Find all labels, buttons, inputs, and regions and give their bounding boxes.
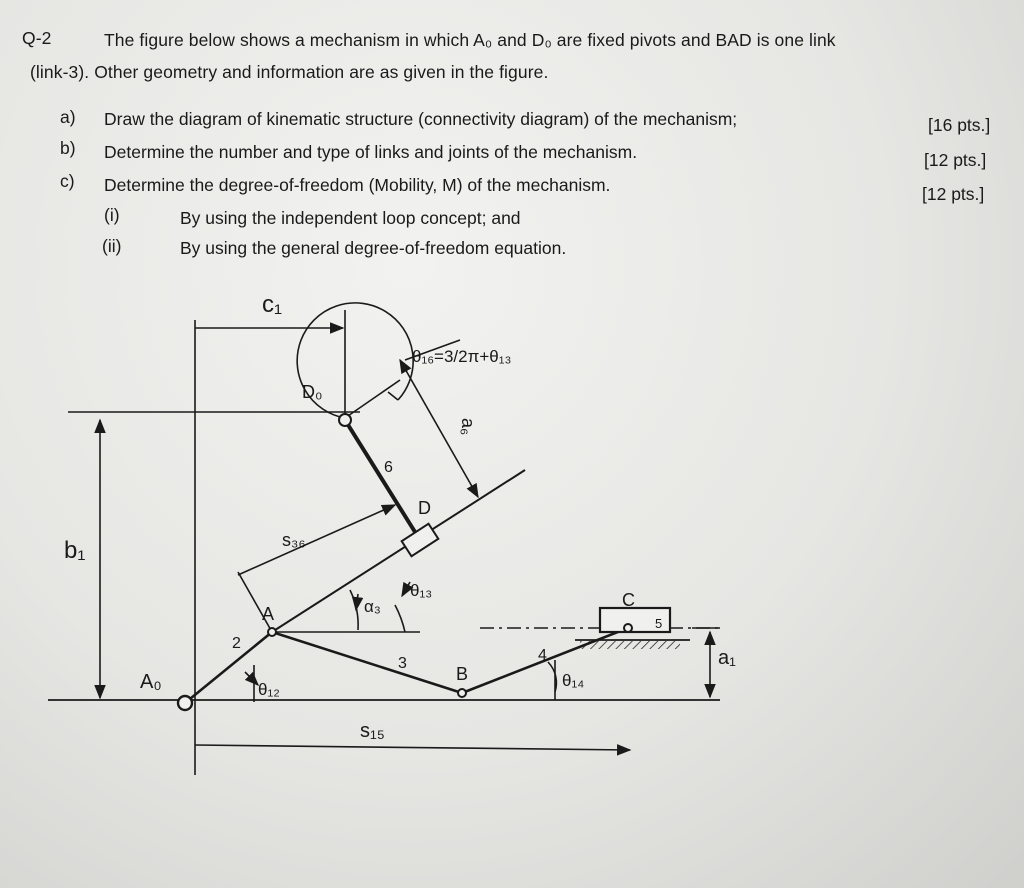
theta12-label: θ₁₂ — [258, 680, 280, 699]
alpha3-label: α₃ — [364, 597, 381, 616]
link-3-slide-line — [272, 470, 525, 632]
subpart-i-label: (i) — [104, 205, 120, 225]
link-5-label: 5 — [655, 616, 663, 631]
theta16-arc-tick — [388, 392, 398, 400]
part-b-points: [12 pts.] — [924, 150, 987, 170]
theta13-arc — [395, 605, 405, 632]
subpart-ii-text: By using the general degree-of-freedom equation. — [180, 238, 567, 258]
question-intro-line1: The figure below shows a mechanism in which A₀ and D₀ are fixed pivots and BAD is one link — [104, 30, 836, 50]
part-c-points: [12 pts.] — [922, 184, 985, 204]
part-c-text: Determine the degree-of-freedom (Mobility, M) of the mechanism. — [104, 175, 611, 195]
theta13-label: θ₁₃ — [410, 581, 433, 600]
part-b-label: b) — [60, 138, 76, 158]
theta16-reference — [345, 380, 400, 418]
question-number: Q-2 — [22, 28, 52, 48]
theta16-label: θ₁₆=3/2π+θ₁₃ — [412, 347, 512, 366]
part-a-label: a) — [60, 107, 76, 127]
joint-c — [624, 624, 632, 632]
c1-label: c₁ — [262, 291, 283, 318]
joint-b-label: B — [456, 664, 469, 684]
part-a-text: Draw the diagram of kinematic structure (connectivity diagram) of the mechanism; — [104, 109, 738, 129]
s36-dimension — [238, 505, 395, 575]
alpha3-arrow — [356, 594, 358, 610]
joint-b — [458, 689, 466, 697]
a0-label: A₀ — [140, 671, 162, 693]
d0-label: D₀ — [302, 382, 323, 402]
joint-d-label: D — [418, 498, 431, 518]
link-3-label: 3 — [398, 655, 407, 672]
theta14-label: θ₁₄ — [562, 671, 585, 690]
question-intro-line2: (link-3). Other geometry and information are as given in the figure. — [30, 62, 549, 82]
pivot-d0 — [339, 414, 351, 426]
subpart-i-text: By using the independent loop concept; and — [180, 208, 521, 228]
s36-label: s₃₆ — [282, 530, 306, 550]
pivot-a0 — [178, 696, 192, 710]
s15-dimension — [195, 745, 630, 750]
link-2-label: 2 — [232, 635, 241, 652]
joint-c-label: C — [622, 590, 635, 610]
subpart-ii-label: (ii) — [102, 236, 122, 256]
s15-label: s₁₅ — [360, 720, 385, 742]
a1-label: a₁ — [718, 647, 736, 669]
slider-d — [402, 524, 439, 557]
part-c-label: c) — [60, 171, 75, 191]
a6-label: a₆ — [458, 418, 478, 436]
b1-label: b₁ — [64, 537, 86, 564]
joint-a-label: A — [262, 604, 275, 624]
link-6-label: 6 — [384, 459, 393, 476]
part-a-points: [16 pts.] — [928, 115, 991, 135]
part-b-text: Determine the number and type of links and joints of the mechanism. — [104, 142, 638, 162]
theta12-arrow — [245, 672, 258, 685]
alpha3-arc — [350, 590, 358, 630]
slider-c-ground-hatch — [580, 641, 680, 649]
link-4-label: 4 — [538, 647, 547, 664]
theta13-arrow — [402, 582, 410, 596]
link-3-ab — [272, 632, 462, 693]
joint-a — [268, 628, 276, 636]
